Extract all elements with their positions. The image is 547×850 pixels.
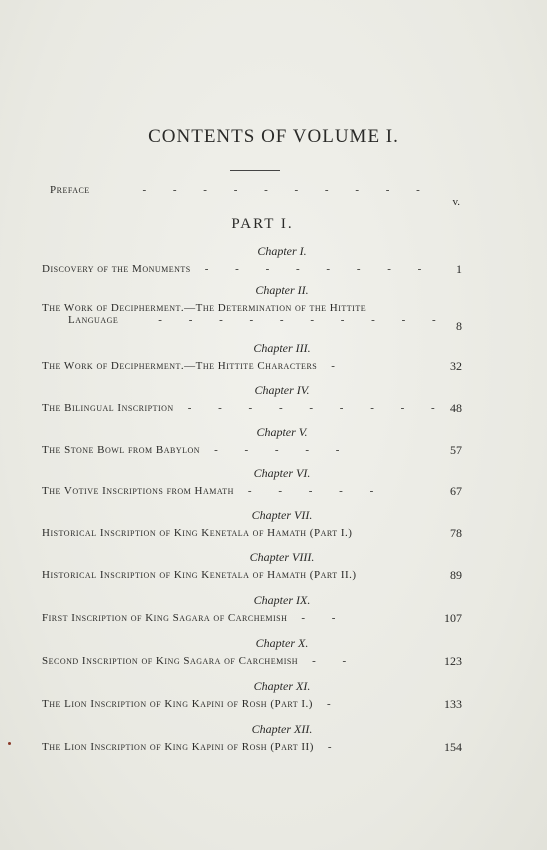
chapter-title-line: [42, 485, 462, 497]
leader-dots: -: [326, 698, 343, 710]
preface-label: Preface: [50, 184, 90, 196]
chapter-title-line: [42, 360, 462, 372]
page-number: 154: [444, 740, 462, 754]
chapter-title-line: [42, 263, 462, 275]
leader-dots: -: [327, 741, 344, 753]
leader-dots: - - - - -: [214, 444, 352, 456]
leader-dots: -: [331, 360, 347, 372]
chapter-title-line: [42, 402, 462, 414]
chapter-title: The Lion Inscription of King Kapini of Rosh (Part II): [42, 741, 314, 753]
leader-dots: - - - - - - - - -: [187, 402, 447, 414]
chapter-title: Discovery of the Monuments: [42, 263, 191, 275]
toc-entry: [42, 550, 462, 581]
leader-dots: - - - - - - - -: [204, 263, 434, 275]
chapter-number: Chapter V.: [256, 425, 308, 439]
chapter-number: Chapter I.: [257, 244, 307, 258]
toc-entry: [42, 466, 462, 497]
toc-entry: [42, 283, 462, 333]
chapter-number: Chapter VIII.: [249, 550, 315, 564]
chapter-number: Chapter X.: [255, 636, 309, 650]
page-number: 67: [450, 484, 462, 498]
page-number: 32: [450, 359, 462, 373]
toc-entry: [42, 244, 462, 275]
page-number: 123: [444, 654, 462, 668]
ink-spot: [8, 742, 11, 745]
chapter-number: Chapter XI.: [253, 679, 311, 693]
page-number: 8: [456, 319, 462, 333]
page-number: 89: [450, 568, 462, 582]
chapter-title: The Bilingual Inscription: [42, 402, 174, 414]
toc-entry: [42, 425, 462, 456]
leader-dots: - -: [301, 612, 348, 624]
toc-entry: [42, 383, 462, 414]
toc-entry: [42, 636, 462, 667]
chapter-title: The Work of Decipherment.—The Hittite Characters: [42, 360, 318, 372]
chapter-title-line: [42, 655, 462, 667]
chapter-title-continued: [42, 314, 462, 326]
chapter-title-line: [42, 612, 462, 624]
title-rule: [230, 170, 280, 171]
chapter-title: First Inscription of King Sagara of Carchemish: [42, 612, 288, 624]
chapter-number: Chapter III.: [253, 341, 311, 355]
chapter-title: Historical Inscription of King Kenetala of Hamath (Part I.): [42, 527, 353, 539]
leader-dots: - -: [312, 655, 359, 667]
page-number: 48: [450, 401, 462, 415]
leader-dots: - - - - - - - - - -: [158, 314, 448, 326]
chapter-title-line: [42, 698, 462, 710]
page-title: CONTENTS OF VOLUME I.: [148, 126, 399, 147]
chapter-title: The Stone Bowl from Babylon: [42, 444, 201, 456]
page-number: 57: [450, 443, 462, 457]
leader-dots: - - - - -: [247, 485, 386, 497]
toc-entry: [42, 508, 462, 539]
chapter-title-line: [42, 444, 462, 456]
page-number: 133: [444, 697, 462, 711]
chapter-title: Historical Inscription of King Kenetala of Hamath (Part II.): [42, 569, 357, 581]
chapter-number: Chapter XII.: [251, 722, 313, 736]
toc-entry: [42, 593, 462, 624]
chapter-number: Chapter IX.: [253, 593, 311, 607]
page-number: 1: [456, 262, 462, 276]
chapter-number: Chapter IV.: [254, 383, 310, 397]
chapter-title-line: [42, 302, 462, 314]
preface-leaders: - - - - - - - - - -: [142, 184, 432, 196]
preface-entry: [50, 184, 460, 208]
chapter-number: Chapter VII.: [251, 508, 313, 522]
preface-page: v.: [452, 196, 460, 208]
chapter-title-line: [42, 527, 462, 539]
part-heading: PART I.: [231, 216, 294, 232]
chapter-title-part2: Language: [68, 314, 119, 326]
page-number: 107: [444, 611, 462, 625]
chapter-number: Chapter VI.: [253, 466, 311, 480]
chapter-title-line: [42, 569, 462, 581]
toc-entry: [42, 341, 462, 372]
chapter-title: The Votive Inscriptions from Hamath: [42, 485, 234, 497]
chapter-number: Chapter II.: [255, 283, 309, 297]
toc-entry: [42, 722, 462, 753]
chapter-title: The Lion Inscription of King Kapini of Rosh (Part I.): [42, 698, 313, 710]
chapter-title: Second Inscription of King Sagara of Carchemish: [42, 655, 299, 667]
page-number: 78: [450, 526, 462, 540]
chapter-title-line: [42, 741, 462, 753]
toc-entry: [42, 679, 462, 710]
chapter-title: The Work of Decipherment.—The Determination of the Hittite: [42, 302, 367, 314]
